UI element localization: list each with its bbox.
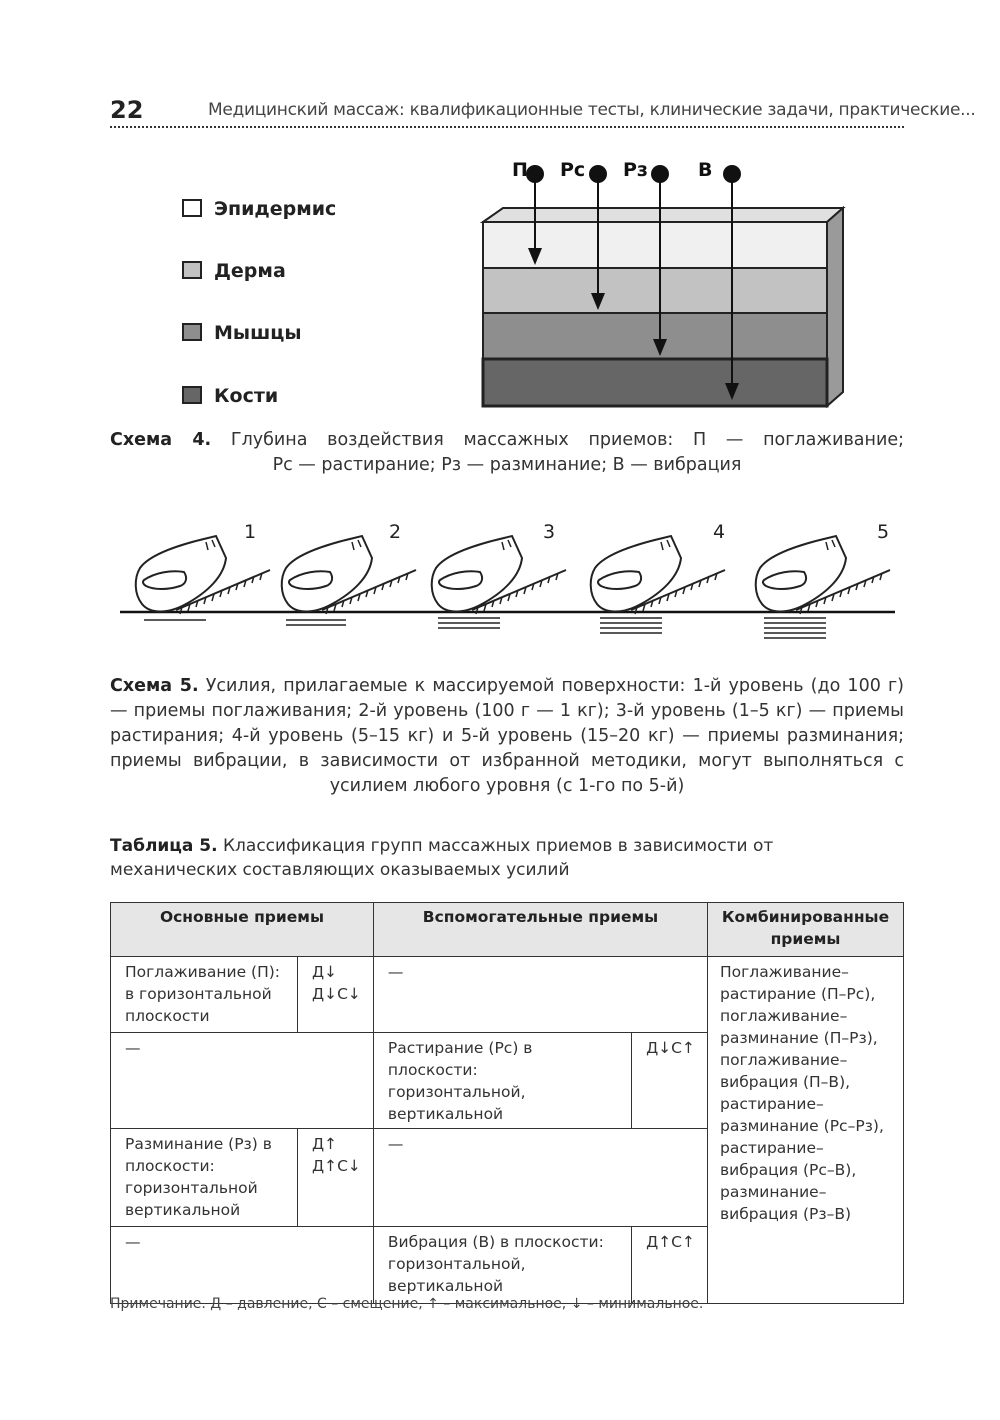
scheme4-label: Схема 4.	[110, 430, 212, 450]
scheme4-caption	[110, 428, 904, 478]
scheme5-caption	[110, 674, 904, 799]
level-label-1: 1	[244, 521, 257, 543]
legend-swatch	[182, 386, 202, 404]
table-label: Таблица 5.	[110, 836, 218, 856]
cell-kneading-code: Д↑ Д↑С↓	[298, 1129, 374, 1227]
running-title: Медицинский массаж: квалификационные тесты, клинические задачи, практические...	[208, 100, 976, 120]
legend-swatch	[182, 261, 202, 279]
table-title	[110, 834, 904, 882]
header-auxiliary: Вспомогательные приемы	[373, 903, 707, 957]
legend-label: Кости	[214, 385, 279, 407]
legend-muscles	[182, 322, 302, 344]
table-title-text: Классификация групп массажных приемов в зависимости от механических составляющих оказываемых усилий	[110, 836, 774, 880]
finger-level-5	[756, 536, 890, 614]
label-vibration: В	[698, 159, 713, 181]
block-top-face	[483, 208, 843, 222]
finger-level-1	[136, 536, 270, 614]
level-label-4: 4	[713, 521, 726, 543]
scheme5-caption-text: Усилия, прилагаемые к массируемой поверхности: 1-й уровень (до 100 г) — приемы поглаживания; 2-й уровень (100 г — 1 кг); 3-й уровень (1–5 кг) — приемы растирания; 4-й уровень (5–15 кг) и 5-й уровень (15–20 кг) — приемы разминания; приемы вибрации, в зависимости от избранной методики, могут выполняться с усилием любого уровня (с 1-го по 5-й)	[110, 676, 904, 796]
legend-label: Мышцы	[214, 322, 302, 344]
cell-rubbing: Растирание (Рс) в плоскости: горизонтальной, вертикальной	[373, 1033, 631, 1129]
block-side-face	[827, 208, 843, 406]
finger-level-4	[591, 536, 725, 614]
level-label-3: 3	[543, 521, 556, 543]
legend-epidermis	[182, 198, 336, 220]
legend-label: Эпидермис	[214, 198, 337, 220]
legend-swatch	[182, 199, 202, 217]
layer-bones	[483, 359, 827, 406]
label-rubbing: Рс	[560, 159, 586, 181]
cell-kneading: Разминание (Рз) в плоскости: горизонтальной вертикальной	[111, 1129, 298, 1227]
arrow-stroking-dot	[526, 165, 544, 183]
cell-vibration: Вибрация (В) в плоскости: горизонтальной, вертикальной	[373, 1227, 631, 1304]
scheme4-caption-line2: Рс — растирание; Рз — разминание; В — вибрация	[272, 455, 742, 475]
cell-rubbing-code: Д↓С↑	[632, 1033, 708, 1129]
classification-table	[110, 902, 904, 1304]
arrow-kneading-dot	[651, 165, 669, 183]
table-note: Примечание. Д – давление, С – смещение, ↑ – максимальное, ↓ – минимальное.	[110, 1296, 704, 1312]
cell-stroking-code: Д↓ Д↓С↓	[298, 957, 374, 1033]
legend-swatch	[182, 323, 202, 341]
table-row	[111, 957, 904, 1033]
finger-level-2	[282, 536, 416, 614]
pressure-lines	[144, 618, 826, 638]
label-kneading: Рз	[623, 159, 648, 181]
tissue-depth-diagram	[470, 150, 860, 415]
scheme5-label: Схема 5.	[110, 676, 199, 696]
legend-label: Дерма	[214, 260, 286, 282]
legend-dermis	[182, 260, 286, 282]
header-divider	[110, 126, 904, 128]
cell-combined: Поглаживание–растирание (П–Рс), поглаживание–разминание (П–Рз), поглаживание–вибрация (П–В), растирание–разминание (Рс–Рз), растирание–вибрация (Рс–В), разминание–вибрация (Рз–В)	[708, 957, 904, 1304]
cell-vibration-code: Д↑С↑	[632, 1227, 708, 1304]
pressure-levels-diagram	[110, 510, 910, 660]
label-stroking: П	[512, 159, 528, 181]
cell-stroking: Поглаживание (П): в горизонтальной плоскости	[111, 957, 298, 1033]
level-label-2: 2	[389, 521, 402, 543]
layer-muscles	[483, 313, 827, 359]
header-combined: Комбинированные приемы	[708, 903, 904, 957]
legend-bones	[182, 385, 278, 407]
arrow-vibration-dot	[723, 165, 741, 183]
arrow-rubbing-dot	[589, 165, 607, 183]
cell-dash: —	[373, 1129, 707, 1227]
layer-dermis	[483, 268, 827, 313]
level-label-5: 5	[877, 521, 890, 543]
header-basic: Основные приемы	[111, 903, 374, 957]
cell-dash: —	[373, 957, 707, 1033]
finger-level-3	[432, 536, 566, 614]
page-number: 22	[110, 96, 144, 124]
table-header-row	[111, 903, 904, 957]
cell-dash: —	[111, 1033, 374, 1129]
scheme4-caption-line1: Глубина воздействия массажных приемов: П — поглаживание;	[230, 430, 904, 450]
cell-dash: —	[111, 1227, 374, 1304]
